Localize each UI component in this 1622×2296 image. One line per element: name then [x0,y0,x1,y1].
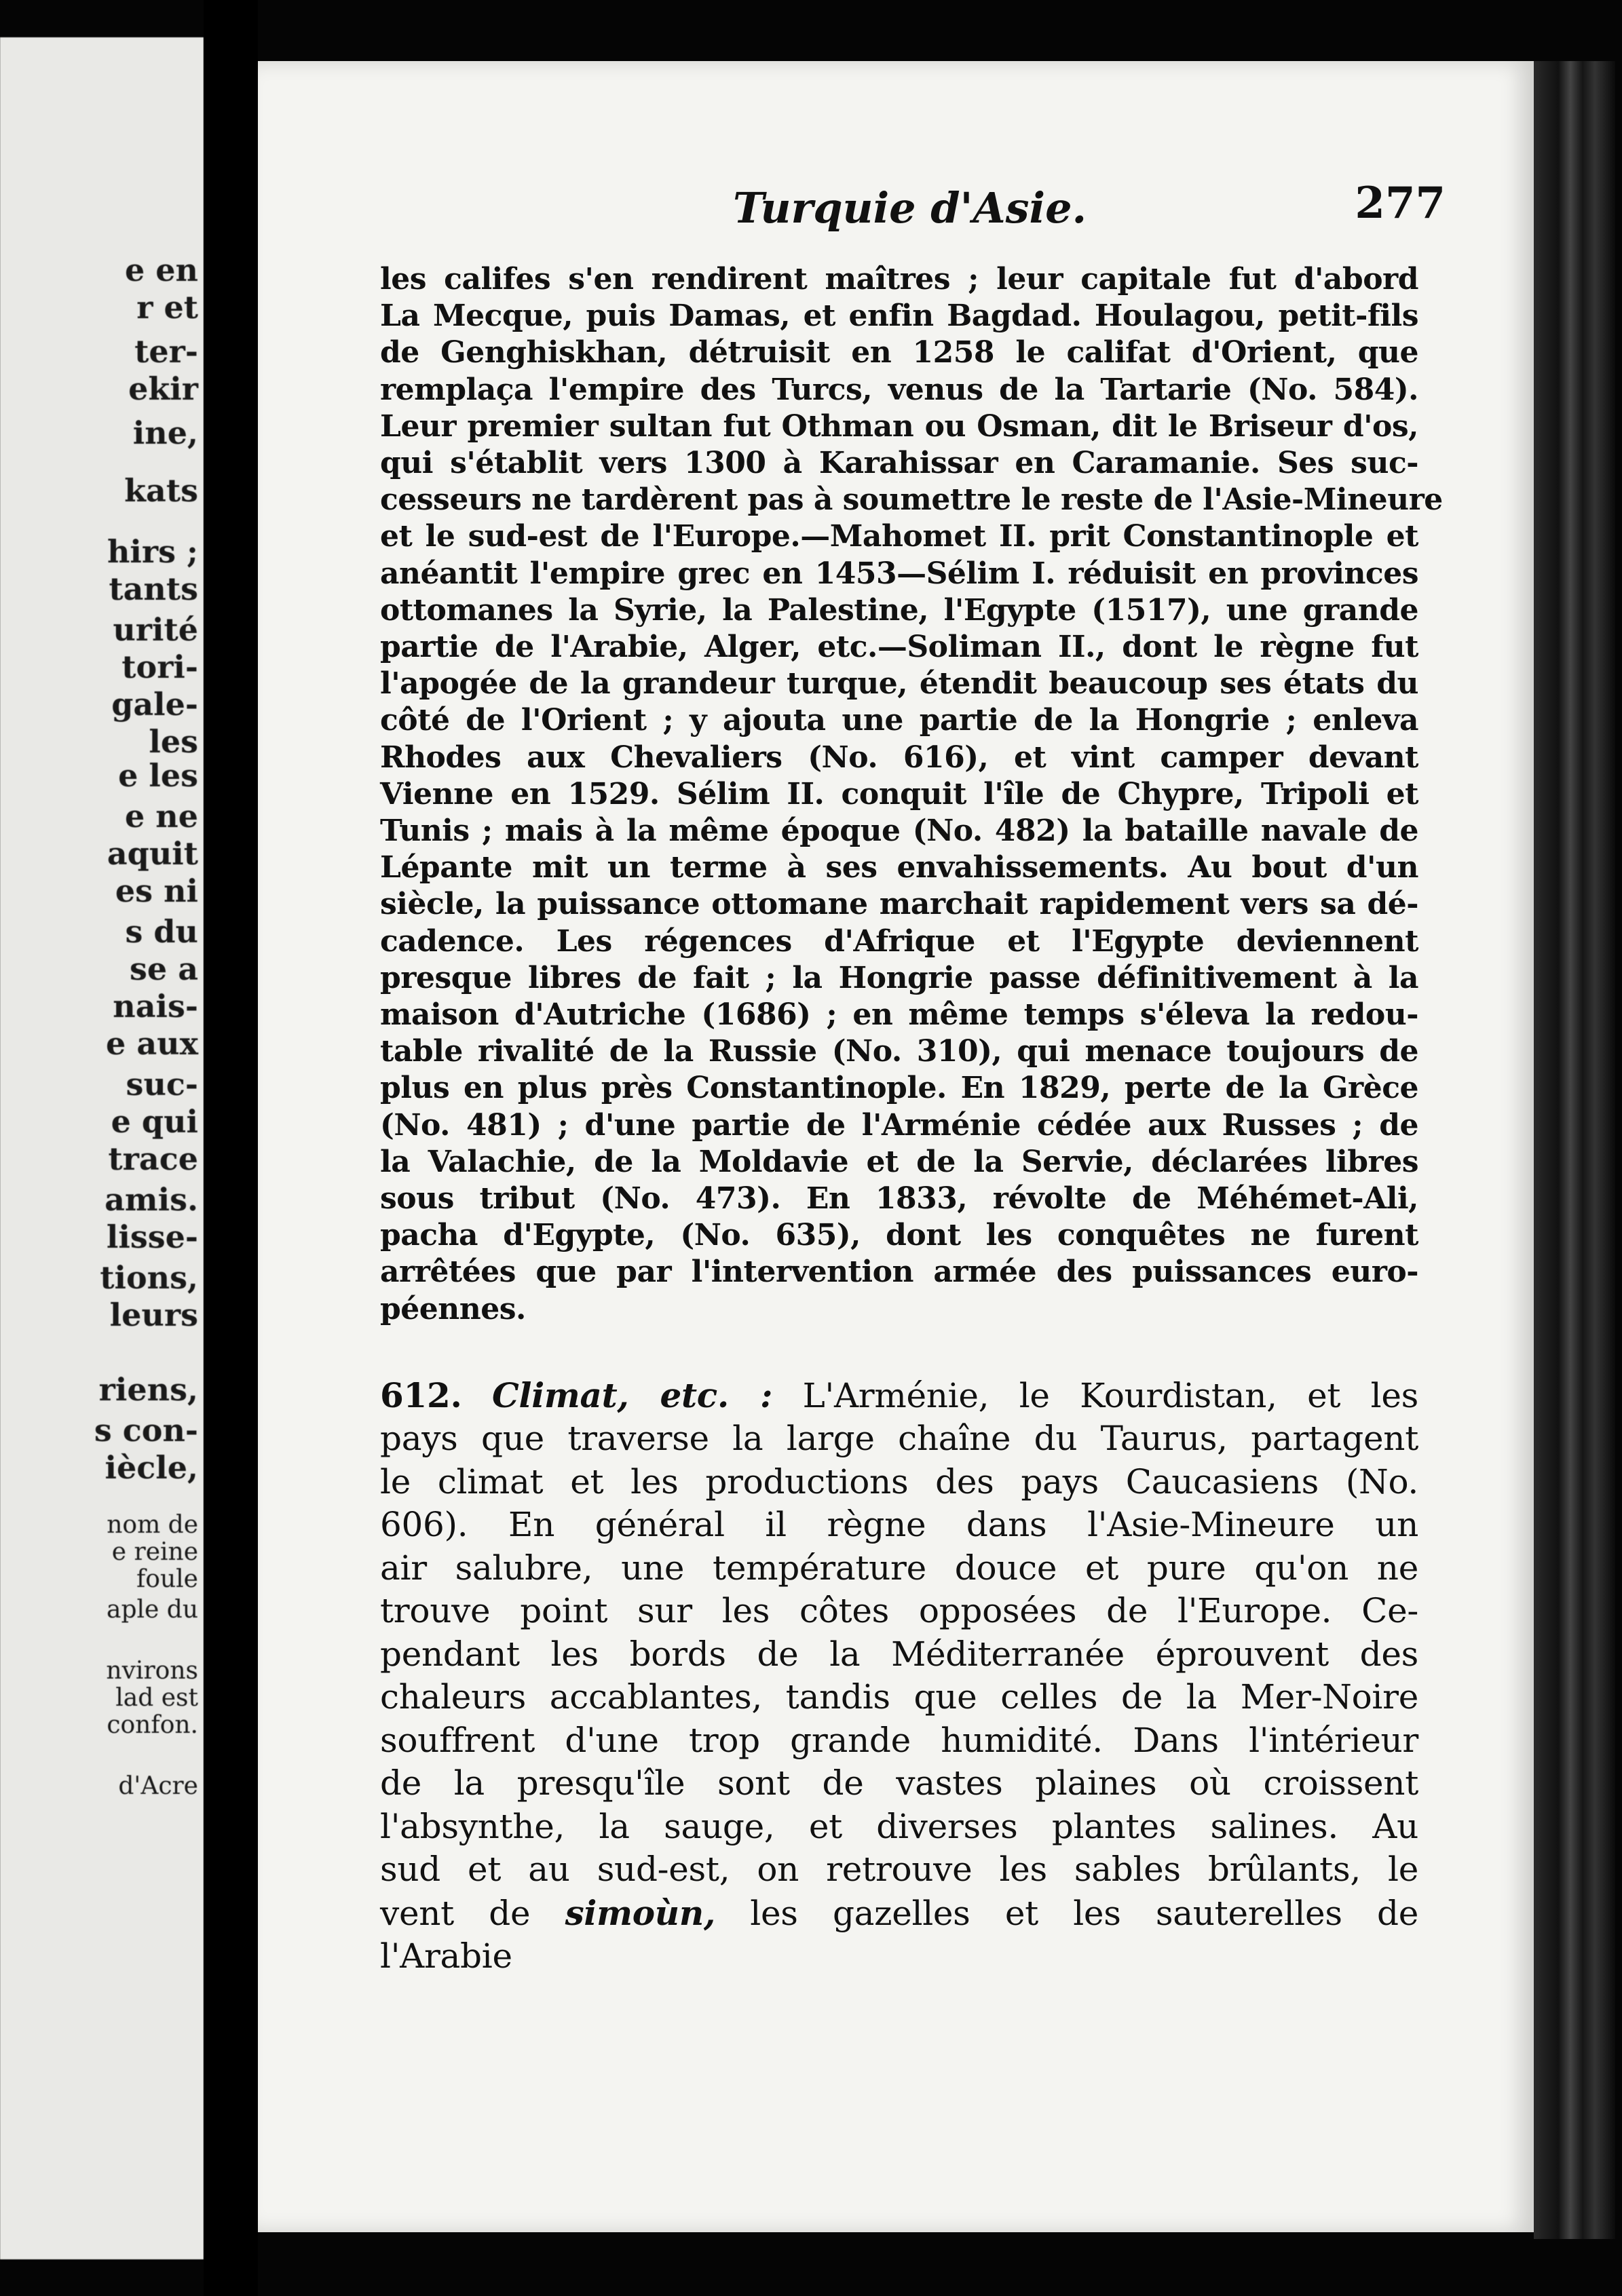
text-line: La Mecque, puis Damas, et enfin Bagdad. Houlagou, petit-fils [380,299,1418,334]
text-line: la Valachie, de la Moldavie et de la Servie, déclarées libres [380,1144,1418,1179]
page-body [380,261,1443,1978]
italic-term: simoùn, [565,1892,715,1933]
left-page-footnote-fragment: e reine [111,1538,198,1566]
left-page-text-fragment: nais- [113,988,198,1025]
left-page-text-fragment: r et [136,289,198,326]
text-line: remplaça l'empire des Turcs, venus de la Tartarie (No. 584). [380,372,1418,407]
left-page-text-fragment: ter- [134,333,198,370]
text-line: siècle, la puissance ottomane marchait rapidement vers sa dé- [380,887,1418,922]
page-header [258,178,1534,244]
text-line: côté de l'Orient ; y ajouta une partie de la Hongrie ; enleva [380,703,1418,738]
text-line: et le sud-est de l'Europe.—Mahomet II. prit Constantinople et [380,519,1418,554]
left-page-text-fragment: e ne [125,798,198,835]
page-number: 277 [1355,178,1446,229]
left-page-text-fragment: e les [118,757,198,794]
text-line: 606). En général il règne dans l'Asie-Mineure un [380,1505,1418,1545]
paragraph-history [380,261,1443,1328]
text-run: les gazelles et les sauterelles de [715,1893,1418,1933]
text-line: Vienne en 1529. Sélim II. conquit l'île de Chypre, Tripoli et [380,776,1418,811]
text-line: cadence. Les régences d'Afrique et l'Egypte deviennent [380,923,1418,959]
left-page-text-fragment: suc- [126,1066,198,1103]
left-page-text-fragment: tants [109,571,198,607]
text-line: air salubre, une température douce et pure qu'on ne [380,1548,1418,1588]
text-line: de la presqu'île sont de vastes plaines où croissent [380,1763,1418,1803]
text-line: sous tribut (No. 473). En 1833, révolte de Méhémet-Ali, [380,1181,1418,1217]
left-page-text-fragment: se a [130,951,198,987]
text-line: Lépante mit un terme à ses envahissements. Au bout d'un [380,850,1418,885]
left-page-text-fragment: es ni [115,873,198,909]
left-page-footnote-fragment: confon. [107,1711,198,1739]
left-page-text-fragment: tions, [100,1259,198,1296]
left-page-text-fragment: kats [124,472,198,509]
running-title: Turquie d'Asie. [733,183,1087,233]
book-page [258,61,1534,2232]
left-page-text-fragment: s du [125,913,198,950]
text-line: péennes. [380,1291,526,1326]
page-edges [1534,61,1615,2239]
text-line: les califes s'en rendirent maîtres ; leur capitale fut d'abord [380,262,1418,296]
text-line: arrêtées que par l'intervention armée des puissances euro- [380,1255,1418,1290]
text-line: sud et au sud-est, on retrouve les sables brûlants, le [380,1850,1418,1890]
text-line: ottomanes la Syrie, la Palestine, l'Egypte (1517), une grande [380,592,1418,628]
text-line: maison d'Autriche (1686) ; en même temps s'éleva la redou- [380,997,1418,1033]
previous-page-fragment [0,37,204,2259]
left-page-text-fragment: e qui [111,1103,198,1140]
text-line: pays que traverse la large chaîne du Taurus, partagent [380,1419,1418,1459]
text-line: partie de l'Arabie, Alger, etc.—Soliman II., dont le règne fut [380,630,1418,665]
text-line [380,1374,1418,1418]
book-gutter [204,0,258,2296]
left-page-footnote-fragment: foule [136,1565,198,1593]
text-line: presque libres de fait ; la Hongrie passe définitivement à la [380,960,1418,995]
left-page-text-fragment: lisse- [106,1219,198,1255]
text-line: anéantit l'empire grec en 1453—Sélim I. réduisit en provinces [380,556,1418,591]
left-page-footnote-fragment: d'Acre [118,1772,198,1800]
text-line: Tunis ; mais à la même époque (No. 482) la bataille navale de [380,814,1418,849]
text-line: de Genghiskhan, détruisit en 1258 le califat d'Orient, que [380,335,1418,370]
text-line: l'absynthe, la sauge, et diverses plantes salines. Au [380,1806,1418,1846]
text-line: chaleurs accablantes, tandis que celles de la Mer-Noire [380,1677,1418,1717]
left-page-footnote-fragment: nom de [107,1511,198,1539]
text-line: le climat et les productions des pays Caucasiens (No. [380,1461,1418,1501]
left-page-footnote-fragment: aple du [107,1596,198,1624]
left-page-footnote-fragment: nvirons [106,1657,198,1685]
text-run: vent de [380,1893,565,1933]
text-line: plus en plus près Constantinople. En 1829, perte de la Grèce [380,1071,1418,1106]
left-page-text-fragment: e aux [106,1025,198,1062]
text-line: Leur premier sultan fut Othman ou Osman, dit le Briseur d'os, [380,408,1418,444]
left-page-text-fragment: les [149,723,198,760]
left-page-text-fragment: amis. [105,1181,198,1218]
text-line: qui s'établit vers 1300 à Karahissar en Caramanie. Ses suc- [380,446,1418,481]
left-page-text-fragment: riens, [98,1371,198,1408]
text-line [380,1892,1418,1936]
left-page-text-fragment: trace [108,1141,198,1177]
text-line: pendant les bords de la Méditerranée éprouvent des [380,1634,1418,1674]
text-line: trouve point sur les côtes opposées de l'Europe. Ce- [380,1591,1418,1631]
left-page-text-fragment: urité [113,611,198,648]
left-page-text-fragment: ine, [132,415,198,451]
left-page-text-fragment: hirs ; [107,533,198,570]
text-line: pacha d'Egypte, (No. 635), dont les conquêtes ne furent [380,1218,1418,1253]
section-number: 612. [380,1375,462,1415]
text-line: (No. 481) ; d'une partie de l'Arménie cédée aux Russes ; de [380,1107,1418,1143]
text-run: L'Arménie, le Kourdistan, et les [802,1375,1419,1415]
text-line: souffrent d'une trop grande humidité. Dans l'intérieur [380,1720,1418,1760]
paragraph-climate [380,1374,1418,1978]
left-page-text-fragment: e en [125,252,198,288]
text-line: table rivalité de la Russie (No. 310), qui menace toujours de [380,1034,1418,1069]
left-page-text-fragment: leurs [109,1297,198,1333]
section-title: Climat, etc. : [492,1375,773,1415]
left-page-text-fragment: gale- [111,686,198,723]
left-page-text-fragment: aquit [107,835,198,872]
text-line: l'Arabie [380,1936,512,1976]
text-line: cesseurs ne tardèrent pas à soumettre le reste de l'Asie-Mineure [380,482,1443,518]
text-line: l'apogée de la grandeur turque, étendit beaucoup ses états du [380,666,1418,702]
left-page-text-fragment: s con- [94,1412,198,1449]
left-page-text-fragment: tori- [121,649,198,685]
text-line: Rhodes aux Chevaliers (No. 616), et vint camper devant [380,740,1418,775]
left-page-text-fragment: ekir [128,370,198,407]
left-page-text-fragment: iècle, [105,1449,198,1486]
left-page-footnote-fragment: lad est [115,1684,198,1712]
